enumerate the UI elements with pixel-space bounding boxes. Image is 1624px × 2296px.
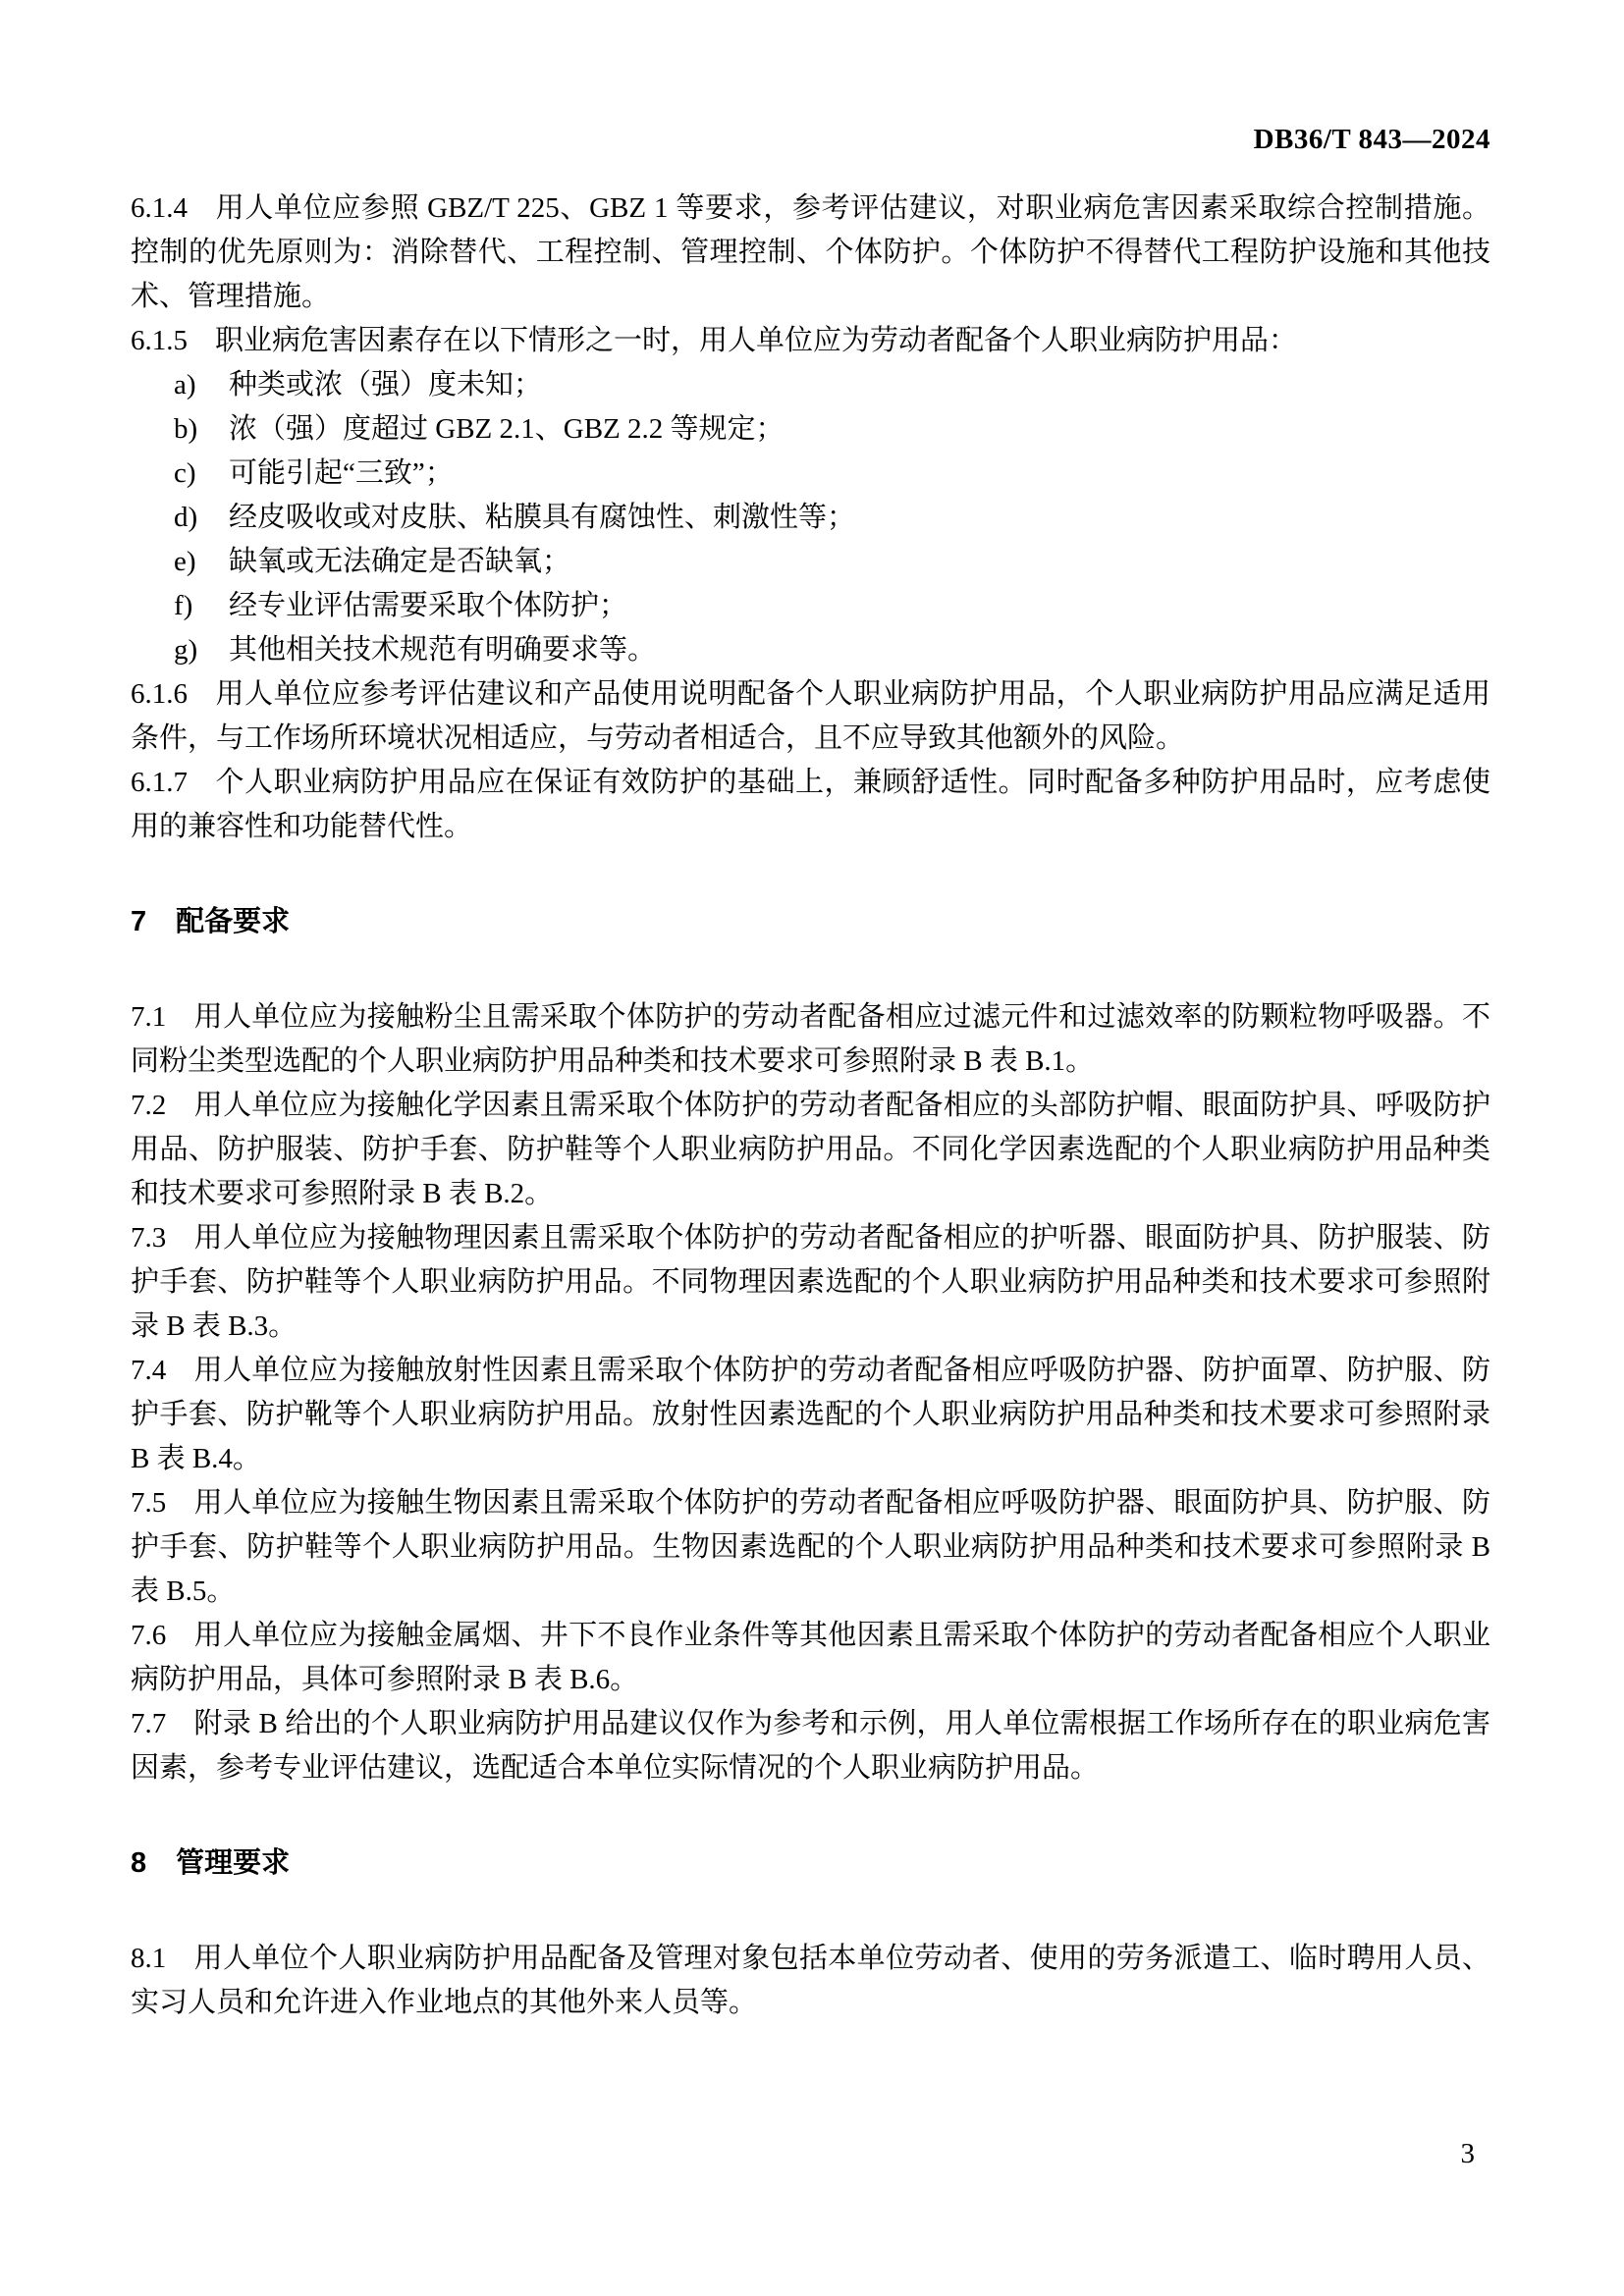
- list-item-marker: a): [174, 369, 196, 400]
- clause-number: 6.1.5: [131, 325, 188, 356]
- section-title: 配备要求: [176, 906, 291, 937]
- list-item-marker: c): [174, 457, 196, 489]
- clause-text: 用人单位应为接触物理因素且需采取个体防护的劳动者配备相应的护听器、眼面防护具、防护服装、防护手套、防护鞋等个人职业病防护用品。不同物理因素选配的个人职业病防护用品种类和技术要求可参照附录 B 表 B.3。: [131, 1222, 1490, 1342]
- list-item-text: 经专业评估需要采取个体防护；: [229, 590, 628, 621]
- clause-number: 7.3: [131, 1222, 167, 1254]
- clause-text: 职业病危害因素存在以下情形之一时，用人单位应为劳动者配备个人职业病防护用品：: [215, 325, 1298, 356]
- list-item: [131, 584, 1490, 628]
- list-item-marker: b): [174, 413, 198, 445]
- list-item-marker: g): [174, 634, 198, 666]
- clause-number: 6.1.6: [131, 678, 188, 710]
- standard-number: DB36/T 843—2024: [1253, 124, 1490, 155]
- clause-text: 用人单位应为接触粉尘且需采取个体防护的劳动者配备相应过滤元件和过滤效率的防颗粒物呼吸器。不同粉尘类型选配的个人职业病防护用品种类和技术要求可参照附录 B 表 B.1。: [131, 1001, 1490, 1077]
- list-item: [131, 628, 1490, 672]
- clause-paragraph: [131, 319, 1490, 363]
- clause-paragraph: [131, 995, 1490, 1084]
- list-item-marker: e): [174, 546, 196, 577]
- clause-paragraph: [131, 1614, 1490, 1702]
- clause-paragraph: [131, 672, 1490, 761]
- clause-number: 7.7: [131, 1708, 167, 1739]
- lettered-list: [131, 363, 1490, 672]
- page-footer: [1461, 2138, 1476, 2170]
- clause-number: 6.1.4: [131, 192, 188, 224]
- clause-text: 用人单位应为接触放射性因素且需采取个体防护的劳动者配备相应呼吸防护器、防护面罩、防护服、防护手套、防护靴等个人职业病防护用品。放射性因素选配的个人职业病防护用品种类和技术要求可参照附录 B 表 B.4。: [131, 1355, 1490, 1474]
- list-item-text: 其他相关技术规范有明确要求等。: [229, 634, 657, 666]
- clause-paragraph: [131, 761, 1490, 849]
- section-heading: [131, 1842, 1490, 1886]
- list-item-marker: d): [174, 502, 198, 533]
- clause-number: 7.2: [131, 1090, 167, 1121]
- section-heading: [131, 900, 1490, 944]
- clause-number: 6.1.7: [131, 767, 188, 798]
- clause-number: 7.1: [131, 1001, 167, 1033]
- list-item: [131, 540, 1490, 584]
- section-number: 8: [131, 1847, 147, 1879]
- page-number: 3: [1460, 2138, 1475, 2169]
- clause-number: 7.4: [131, 1355, 167, 1386]
- clause-text: 用人单位应为接触金属烟、井下不良作业条件等其他因素且需采取个体防护的劳动者配备相应个人职业病防护用品，具体可参照附录 B 表 B.6。: [131, 1620, 1490, 1695]
- clause-paragraph: [131, 1481, 1490, 1614]
- list-item-text: 经皮吸收或对皮肤、粘膜具有腐蚀性、刺激性等；: [229, 502, 856, 533]
- clause-paragraph: [131, 1216, 1490, 1349]
- clause-text: 附录 B 给出的个人职业病防护用品建议仅作为参考和示例，用人单位需根据工作场所存在的职业病危害因素，参考专业评估建议，选配适合本单位实际情况的个人职业病防护用品。: [131, 1708, 1490, 1784]
- clause-text: 用人单位应参考评估建议和产品使用说明配备个人职业病防护用品，个人职业病防护用品应满足适用条件，与工作场所环境状况相适应，与劳动者相适合，且不应导致其他额外的风险。: [131, 678, 1490, 754]
- clause-number: 8.1: [131, 1943, 167, 1974]
- clause-paragraph: [131, 1937, 1490, 2025]
- list-item-text: 可能引起“三致”；: [229, 457, 454, 489]
- section-number: 7: [131, 906, 147, 937]
- clause-text: 用人单位应为接触生物因素且需采取个体防护的劳动者配备相应呼吸防护器、眼面防护具、防护服、防护手套、防护鞋等个人职业病防护用品。生物因素选配的个人职业病防护用品种类和技术要求可参照附录 B 表 B.5。: [131, 1487, 1490, 1607]
- clause-paragraph: [131, 1084, 1490, 1216]
- list-item-text: 浓（强）度超过 GBZ 2.1、GBZ 2.2 等规定；: [229, 413, 785, 445]
- section-title: 管理要求: [176, 1847, 291, 1879]
- list-item-text: 种类或浓（强）度未知；: [229, 369, 543, 400]
- clause-paragraph: [131, 187, 1490, 319]
- list-item: [131, 363, 1490, 407]
- clause-text: 用人单位应为接触化学因素且需采取个体防护的劳动者配备相应的头部防护帽、眼面防护具、呼吸防护用品、防护服装、防护手套、防护鞋等个人职业病防护用品。不同化学因素选配的个人职业病防护用品种类和技术要求可参照附录 B 表 B.2。: [131, 1090, 1490, 1209]
- clause-text: 用人单位个人职业病防护用品配备及管理对象包括本单位劳动者、使用的劳务派遣工、临时聘用人员、实习人员和允许进入作业地点的其他外来人员等。: [131, 1943, 1490, 2018]
- clause-text: 用人单位应参照 GBZ/T 225、GBZ 1 等要求，参考评估建议，对职业病危害因素采取综合控制措施。控制的优先原则为：消除替代、工程控制、管理控制、个体防护。个体防护不得替代工程防护设施和其他技术、管理措施。: [131, 192, 1490, 312]
- list-item: [131, 496, 1490, 540]
- clause-text: 个人职业病防护用品应在保证有效防护的基础上，兼顾舒适性。同时配备多种防护用品时，应考虑使用的兼容性和功能替代性。: [131, 767, 1490, 842]
- list-item-text: 缺氧或无法确定是否缺氧；: [229, 546, 571, 577]
- clause-number: 7.6: [131, 1620, 167, 1651]
- document-body: [131, 187, 1490, 2025]
- list-item: [131, 452, 1490, 496]
- clause-paragraph: [131, 1349, 1490, 1481]
- list-item-marker: f): [174, 590, 193, 621]
- page-header: [131, 124, 1490, 156]
- list-item: [131, 407, 1490, 452]
- clause-paragraph: [131, 1702, 1490, 1790]
- clause-number: 7.5: [131, 1487, 167, 1519]
